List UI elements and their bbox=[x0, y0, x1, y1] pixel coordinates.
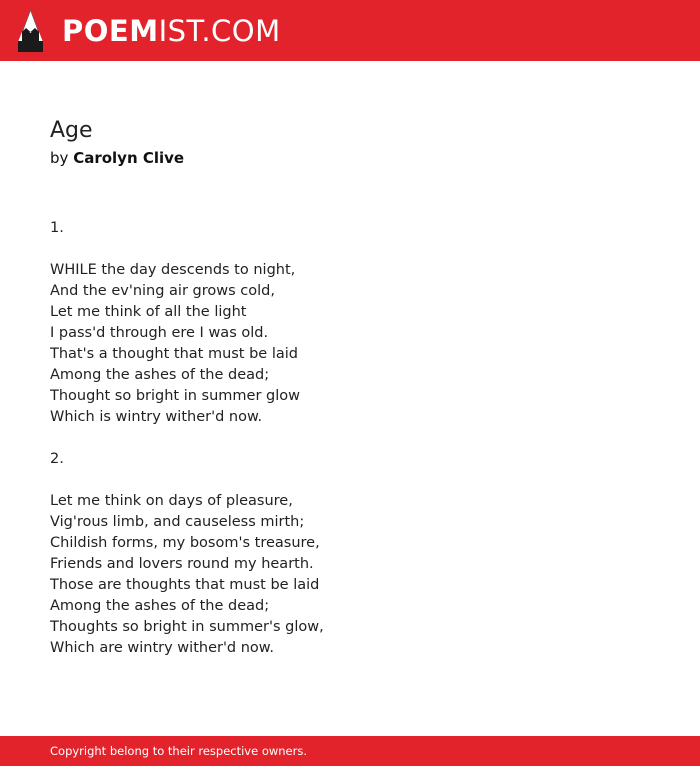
poem-line: Let me think on days of pleasure, bbox=[50, 493, 293, 509]
logo-strong-text: POEM bbox=[62, 14, 159, 48]
poem-line: Childish forms, my bosom's treasure, bbox=[50, 535, 320, 551]
poem-content bbox=[50, 116, 650, 659]
poem-line: Thought so bright in summer glow bbox=[50, 388, 300, 404]
site-footer bbox=[0, 736, 700, 766]
byline-prefix: by bbox=[50, 149, 69, 167]
poem-line: Thoughts so bright in summer's glow, bbox=[50, 619, 324, 635]
poem-line: Which is wintry wither'd now. bbox=[50, 409, 263, 425]
poem-line: Which are wintry wither'd now. bbox=[50, 640, 274, 656]
poem-line: Among the ashes of the dead; bbox=[50, 598, 270, 614]
poem-line: Friends and lovers round my hearth. bbox=[50, 556, 314, 572]
site-logo[interactable] bbox=[62, 13, 281, 49]
poem-title: Age bbox=[50, 118, 93, 143]
site-header bbox=[0, 0, 700, 61]
poem-line: Those are thoughts that must be laid bbox=[50, 577, 320, 593]
poem-line: Among the ashes of the dead; bbox=[50, 367, 270, 383]
pencil-tip-icon[interactable] bbox=[18, 10, 43, 52]
poem-line: That's a thought that must be laid bbox=[50, 346, 298, 362]
stanza-gap bbox=[50, 470, 650, 491]
poem-line: And the ev'ning air grows cold, bbox=[50, 283, 275, 299]
poem-line: 1. bbox=[50, 220, 64, 236]
stanza-gap bbox=[50, 428, 650, 449]
poem-line: 2. bbox=[50, 451, 64, 467]
poem-author: Carolyn Clive bbox=[73, 149, 185, 167]
poem-line: Let me think of all the light bbox=[50, 304, 247, 320]
footer-copyright: Copyright belong to their respective owners. bbox=[50, 744, 308, 758]
poem-line: Vig'rous limb, and causeless mirth; bbox=[50, 514, 305, 530]
logo-light-text: IST.COM bbox=[158, 14, 281, 48]
poem-line: WHILE the day descends to night, bbox=[50, 262, 296, 278]
poem-line: I pass'd through ere I was old. bbox=[50, 325, 269, 341]
poem-body bbox=[50, 218, 650, 659]
stanza-gap bbox=[50, 239, 650, 260]
poem-byline bbox=[50, 146, 650, 170]
